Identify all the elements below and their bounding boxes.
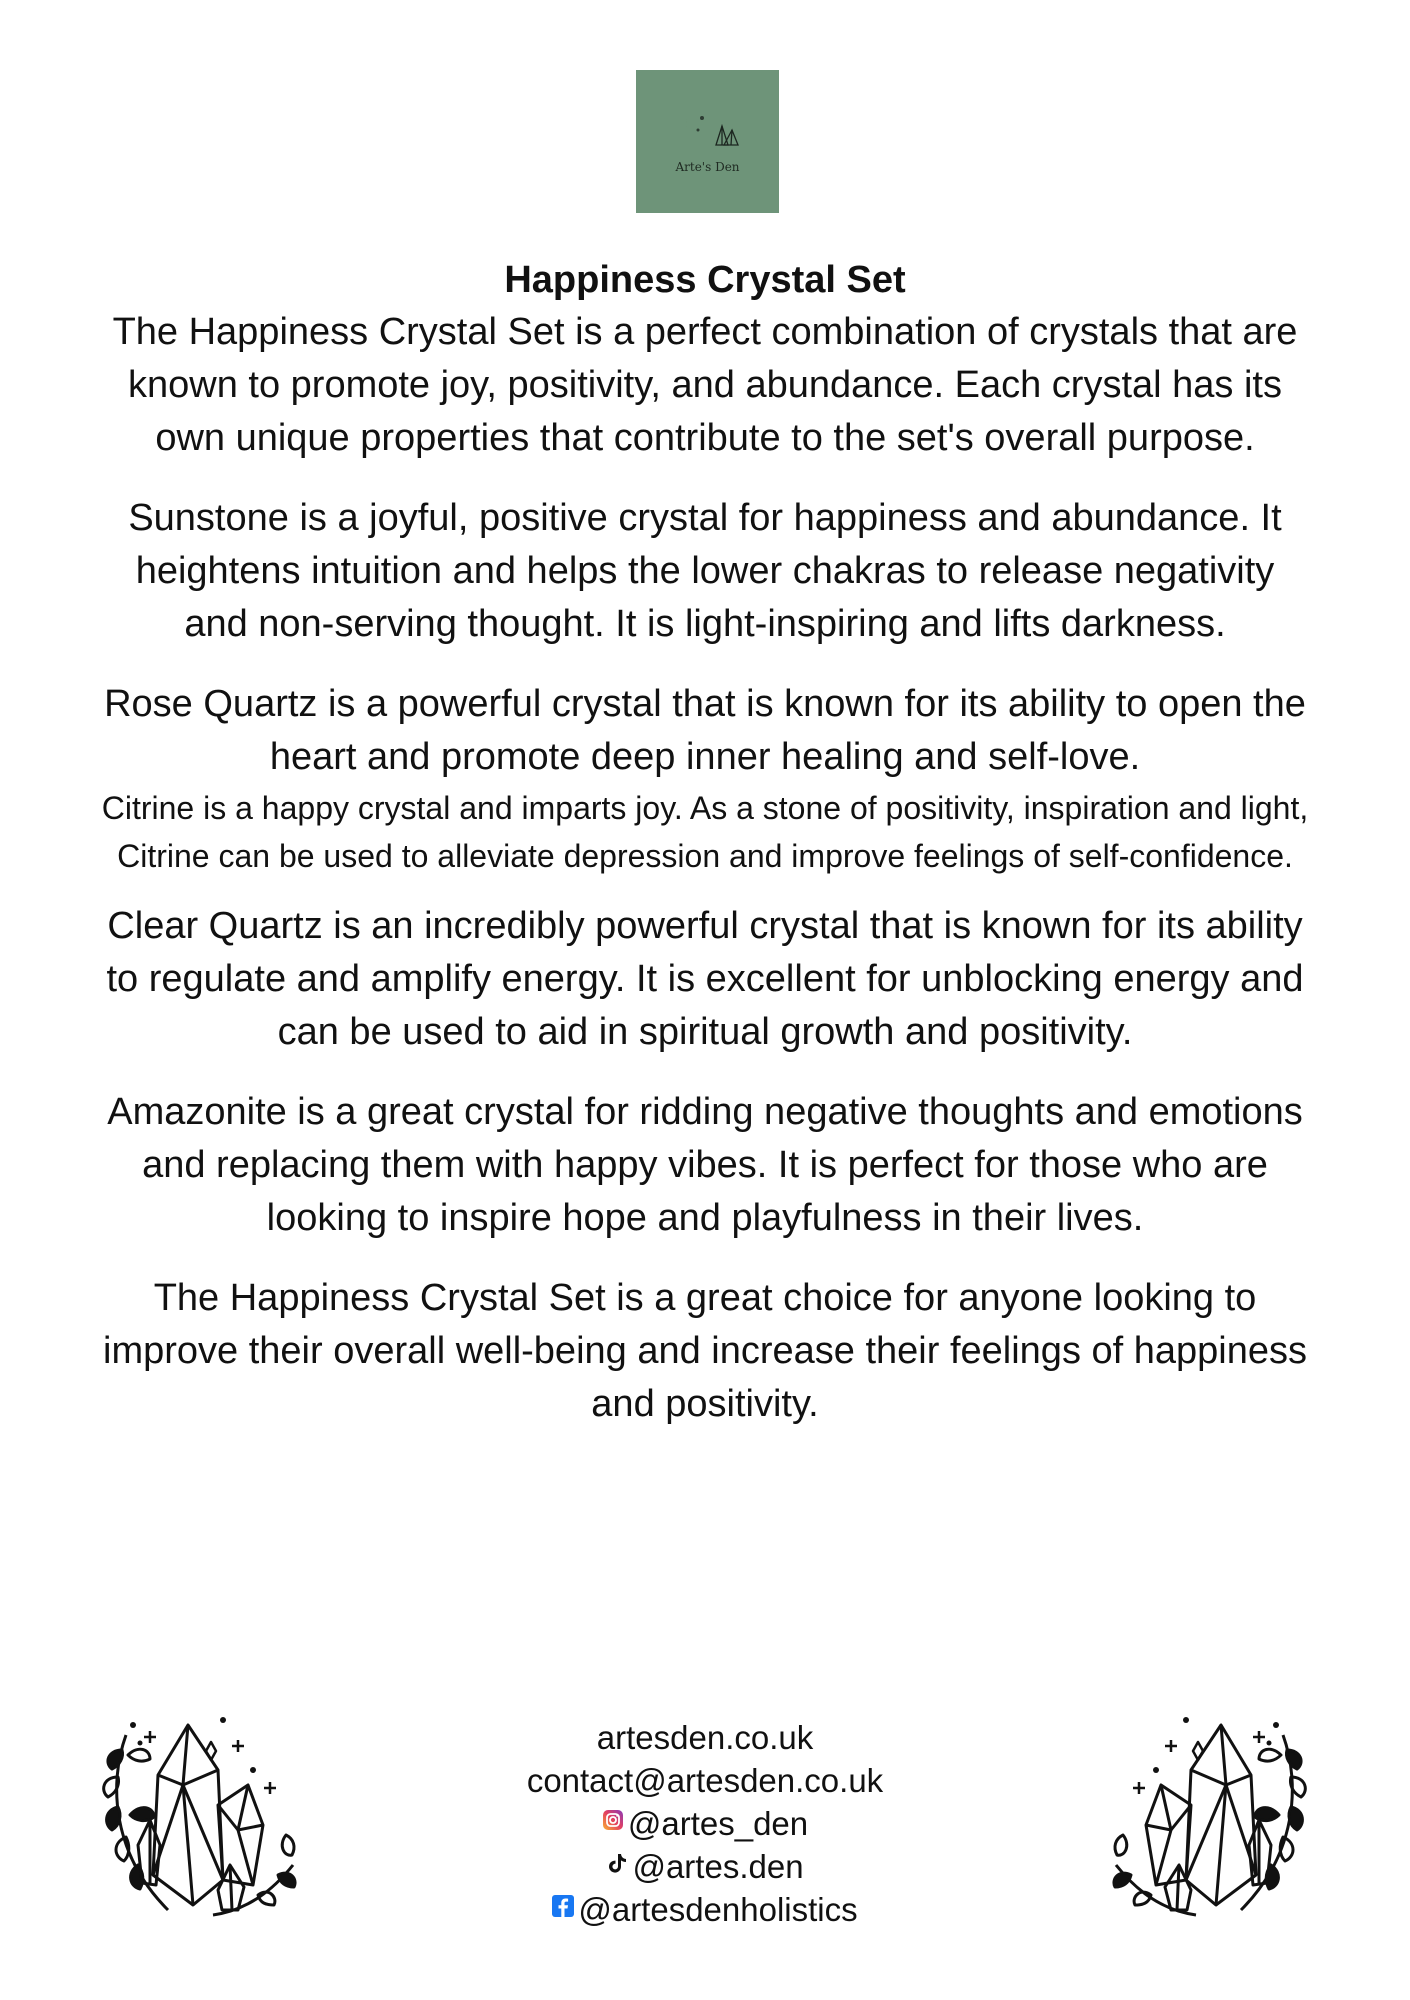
- brand-logo: [636, 70, 779, 213]
- email-link[interactable]: contact@artesden.co.uk: [526, 1762, 884, 1799]
- document-body: [100, 254, 1310, 1458]
- instagram-icon: [602, 1809, 624, 1831]
- page-title: Happiness Crystal Set: [504, 259, 906, 301]
- sunstone-paragraph: Sunstone is a joyful, positive crystal for happiness and abundance. It heightens intuition and helps the lower chakras to release negativity and non-serving thought. It is light-inspiring and lifts darkness.: [128, 497, 1282, 645]
- tiktok-icon: [606, 1852, 628, 1874]
- rose-quartz-paragraph: Rose Quartz is a powerful crystal that is known for its ability to open the heart and promote deep inner healing and self-love.: [104, 683, 1306, 778]
- instagram-handle: @artes_den: [627, 1805, 809, 1842]
- intro-paragraph: The Happiness Crystal Set is a perfect combination of crystals that are known to promote joy, positivity, and abundance. Each crystal has its own unique properties that contribute to the set's overall purpose.: [112, 311, 1298, 459]
- clear-quartz-paragraph: Clear Quartz is an incredibly powerful crystal that is known for its ability to regulate and amplify energy. It is excellent for unblocking energy and can be used to aid in spiritual growth and positivity.: [106, 905, 1304, 1053]
- facebook-row[interactable]: [455, 1888, 955, 1931]
- facebook-handle: @artesdenholistics: [578, 1891, 858, 1928]
- facebook-icon: [552, 1895, 574, 1917]
- amazonite-paragraph: Amazonite is a great crystal for ridding negative thoughts and emotions and replacing them with happy vibes. It is perfect for those who are looking to inspire hope and playfulness in their lives.: [107, 1091, 1303, 1239]
- instagram-row[interactable]: [455, 1802, 955, 1845]
- crystal-cluster-icon: [98, 1715, 303, 1935]
- website-link[interactable]: artesden.co.uk: [596, 1719, 814, 1756]
- logo-brand-text: Arte's Den: [675, 160, 740, 174]
- tiktok-handle: @artes.den: [632, 1848, 804, 1885]
- crescent-moon-crystal-icon: [636, 70, 779, 213]
- contact-footer: [455, 1716, 955, 1931]
- crystal-cluster-icon: [1106, 1715, 1311, 1935]
- citrine-paragraph: Citrine is a happy crystal and imparts joy. As a stone of positivity, inspiration and light, Citrine can be used to alleviate depression and improve feelings of self-confidence.: [101, 790, 1309, 874]
- tiktok-row[interactable]: [455, 1845, 955, 1888]
- closing-paragraph: The Happiness Crystal Set is a great choice for anyone looking to improve their overall well-being and increase their feelings of happiness and positivity.: [103, 1277, 1307, 1425]
